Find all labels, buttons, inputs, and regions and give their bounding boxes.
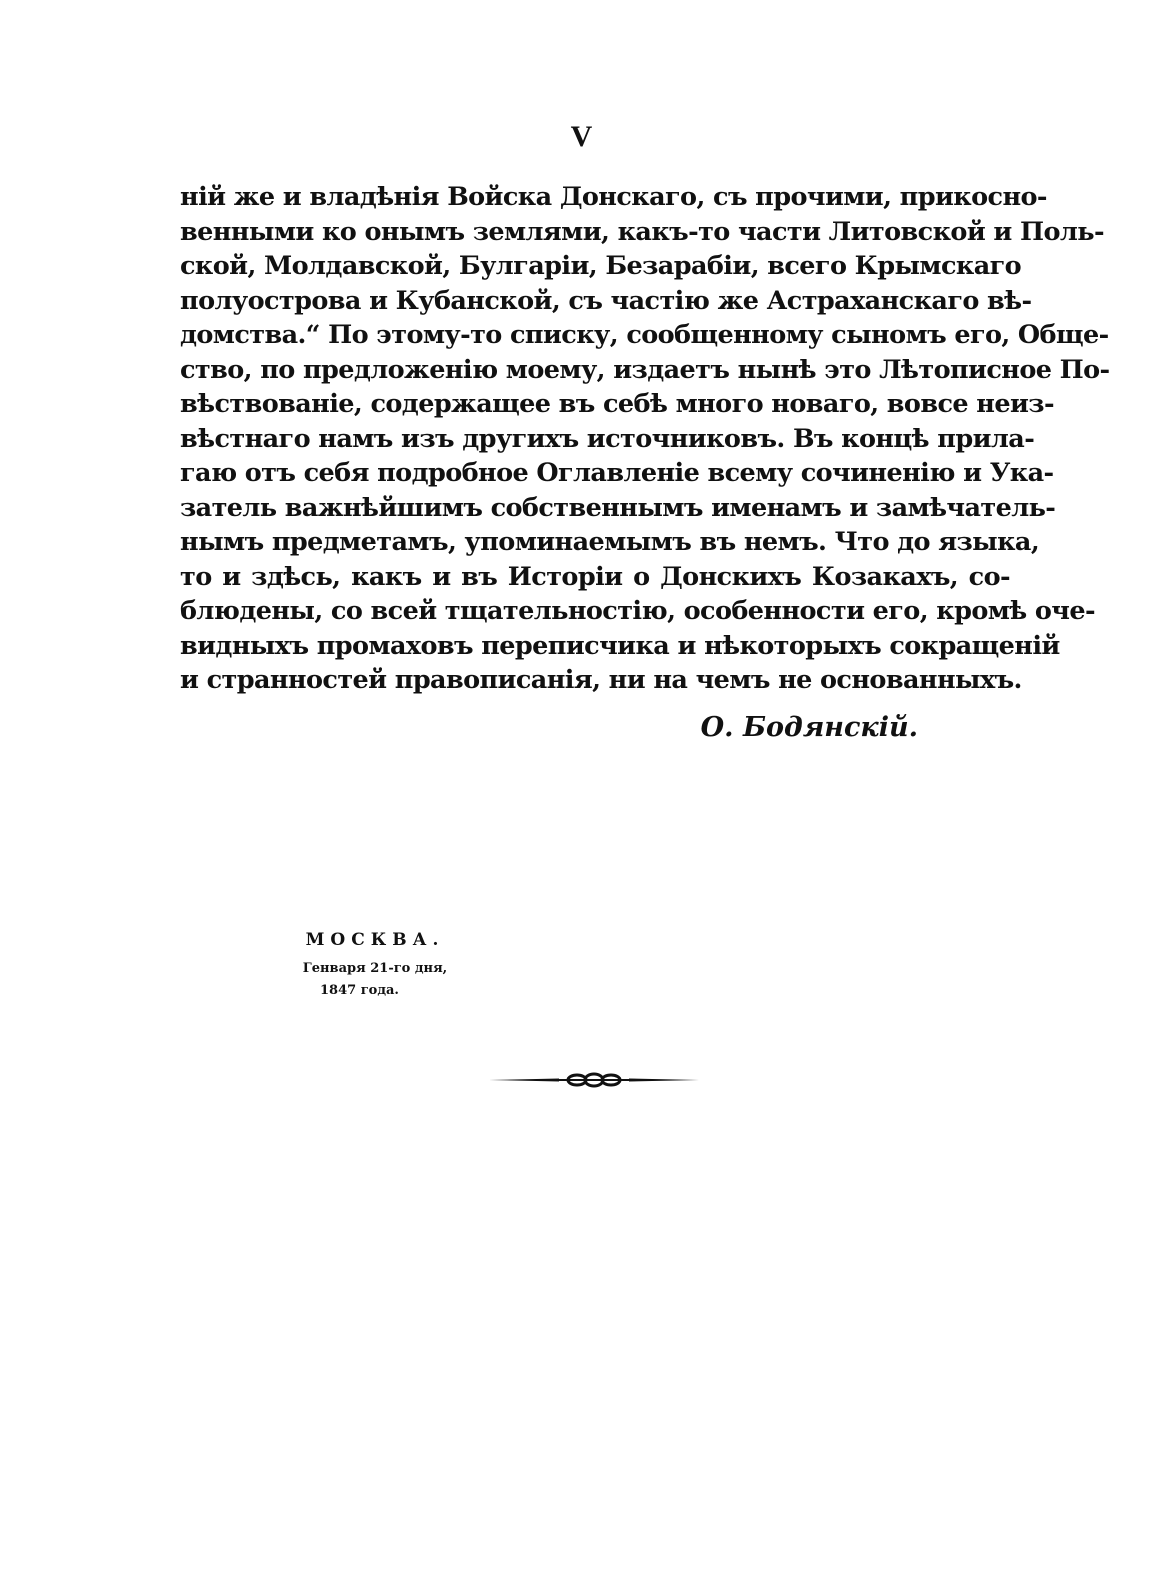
text-line: блюдены, со всей тщательностію, особенности его, кромѣ оче- bbox=[180, 596, 1095, 626]
place-date-block bbox=[280, 930, 470, 1002]
text-line: венными ко онымъ землями, какъ-то части Литовской и Поль- bbox=[180, 216, 1104, 247]
text-line: то и здѣсь, какъ и въ Исторіи о Донскихъ Козакахъ, со- bbox=[180, 561, 1010, 592]
ornamental-divider-icon bbox=[489, 1068, 699, 1092]
page-number: V bbox=[570, 120, 593, 153]
text-line: вѣстнаго намъ изъ другихъ источниковъ. Въ концѣ прила- bbox=[180, 423, 1035, 454]
text-line: видныхъ промаховъ переписчика и нѣкоторыхъ сокращеній bbox=[180, 630, 1060, 661]
text-line: гаю отъ себя подробное Оглавленіе всему сочиненію и Ука- bbox=[180, 458, 1054, 488]
year-line: 1847 года. bbox=[320, 983, 399, 998]
text-line: домства.“ По этому-то списку, сообщенному сыномъ его, Общe- bbox=[180, 320, 1109, 350]
body-text bbox=[180, 180, 1110, 698]
text-line: полуострова и Кубанской, съ частію же Астраханскаго вѣ- bbox=[180, 285, 1032, 316]
date-line: Генваря 21-го дня, bbox=[302, 961, 448, 976]
author-signature: О. Бодянскій. bbox=[700, 712, 918, 743]
text-line: и странностей правописанія, ни на чемъ не основанныхъ. bbox=[180, 665, 1022, 695]
text-line: затель важнѣйшимъ собственнымъ именамъ и замѣчатель- bbox=[180, 492, 1056, 523]
text-line: ской, Молдавской, Булгаріи, Безарабіи, всего Крымскаго bbox=[180, 251, 1022, 281]
text-line: нымъ предметамъ, упоминаемымъ въ немъ. Что до языка, bbox=[180, 527, 1040, 557]
city-name: МОСКВА. bbox=[305, 930, 445, 950]
text-line: ство, по предложенію моему, издаетъ нынѣ это Лѣтописное По- bbox=[180, 354, 1110, 385]
text-line: ній же и владѣнія Войска Донскаго, съ прочими, прикосно- bbox=[180, 182, 1047, 212]
text-line: вѣствованіе, содержащее въ себѣ много новаго, вовсе неиз- bbox=[180, 389, 1054, 419]
